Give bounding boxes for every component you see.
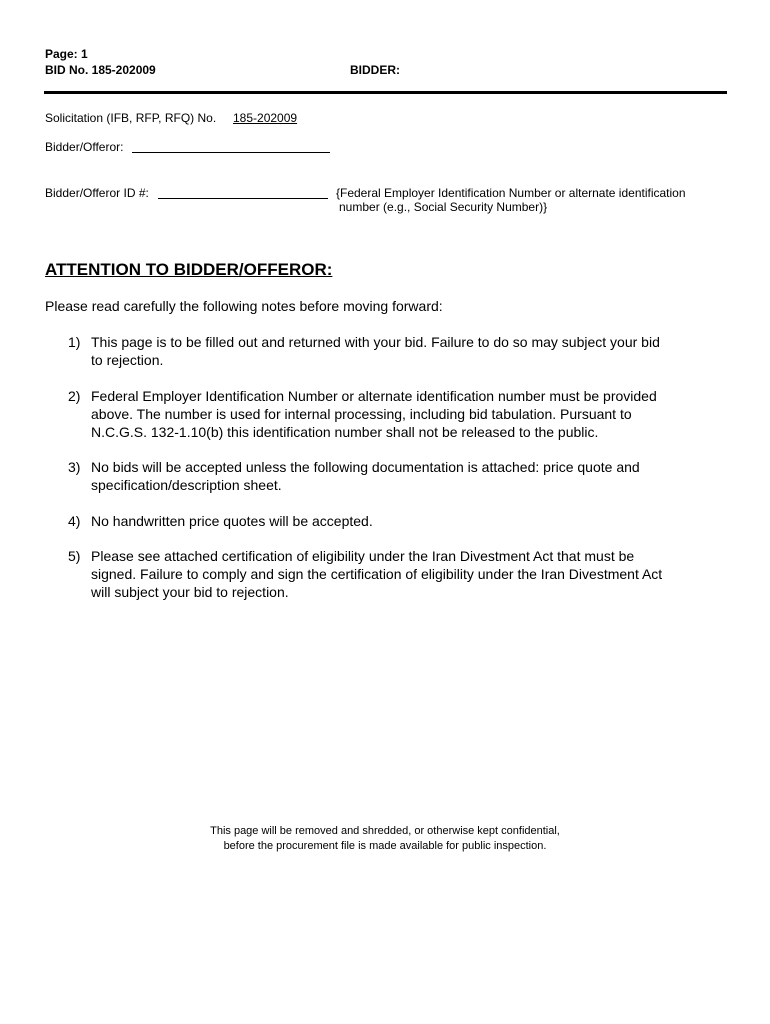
note-line: specification/description sheet. (91, 477, 282, 493)
attention-intro: Please read carefully the following notes before moving forward: (45, 298, 443, 314)
note-text (91, 458, 731, 494)
attention-heading: ATTENTION TO BIDDER/OFFEROR: (45, 260, 333, 279)
note-line: Federal Employer Identification Number or alternate identification number must be provided (91, 388, 657, 404)
id-field-note-line: number (e.g., Social Security Number)} (339, 200, 548, 214)
note-line: above. The number is used for internal processing, including bid tabulation. Pursuant to (91, 406, 632, 422)
note-text (91, 387, 731, 441)
solicitation-label: Solicitation (IFB, RFP, RFQ) No. (45, 111, 217, 125)
confidentiality-footer-line: This page will be removed and shredded, or otherwise kept confidential, (210, 825, 560, 837)
bidder-label: BIDDER: (350, 63, 400, 77)
note-line: Please see attached certification of eligibility under the Iran Divestment Act that must be (91, 548, 635, 564)
note-line: to rejection. (91, 352, 164, 368)
note-line: No bids will be accepted unless the following documentation is attached: price quote and (91, 459, 640, 475)
page-number: Page: 1 (45, 47, 88, 61)
id-field-note (336, 186, 716, 214)
note-line: N.C.G.S. 132-1.10(b) this identification number shall not be released to the public. (91, 424, 599, 440)
note-text (91, 512, 731, 530)
note-text (91, 547, 731, 601)
note-number: 5) (68, 548, 81, 564)
bidder-offeror-id-field[interactable] (158, 198, 328, 199)
note-line: will subject your bid to rejection. (91, 584, 289, 600)
note-number: 2) (68, 388, 81, 404)
header-divider (44, 91, 727, 94)
solicitation-number: 185-202009 (233, 111, 298, 125)
note-number: 4) (68, 513, 81, 529)
note-line: This page is to be filled out and returned with your bid. Failure to do so may subject your bid (91, 334, 660, 350)
id-field-note-line: {Federal Employer Identification Number or alternate identification (336, 186, 686, 200)
bidder-offeror-id-label: Bidder/Offeror ID #: (45, 186, 149, 200)
bidder-offeror-label: Bidder/Offeror: (45, 140, 124, 154)
bidder-offeror-field[interactable] (132, 152, 330, 153)
confidentiality-footer-line: before the procurement file is made available for public inspection. (223, 840, 547, 852)
bid-number: BID No. 185-202009 (45, 63, 156, 77)
note-number: 3) (68, 459, 81, 475)
note-text (91, 333, 731, 369)
note-line: signed. Failure to comply and sign the certification of eligibility under the Iran Divestment Act (91, 566, 663, 582)
note-line: No handwritten price quotes will be accepted. (91, 513, 373, 529)
note-number: 1) (68, 334, 81, 350)
